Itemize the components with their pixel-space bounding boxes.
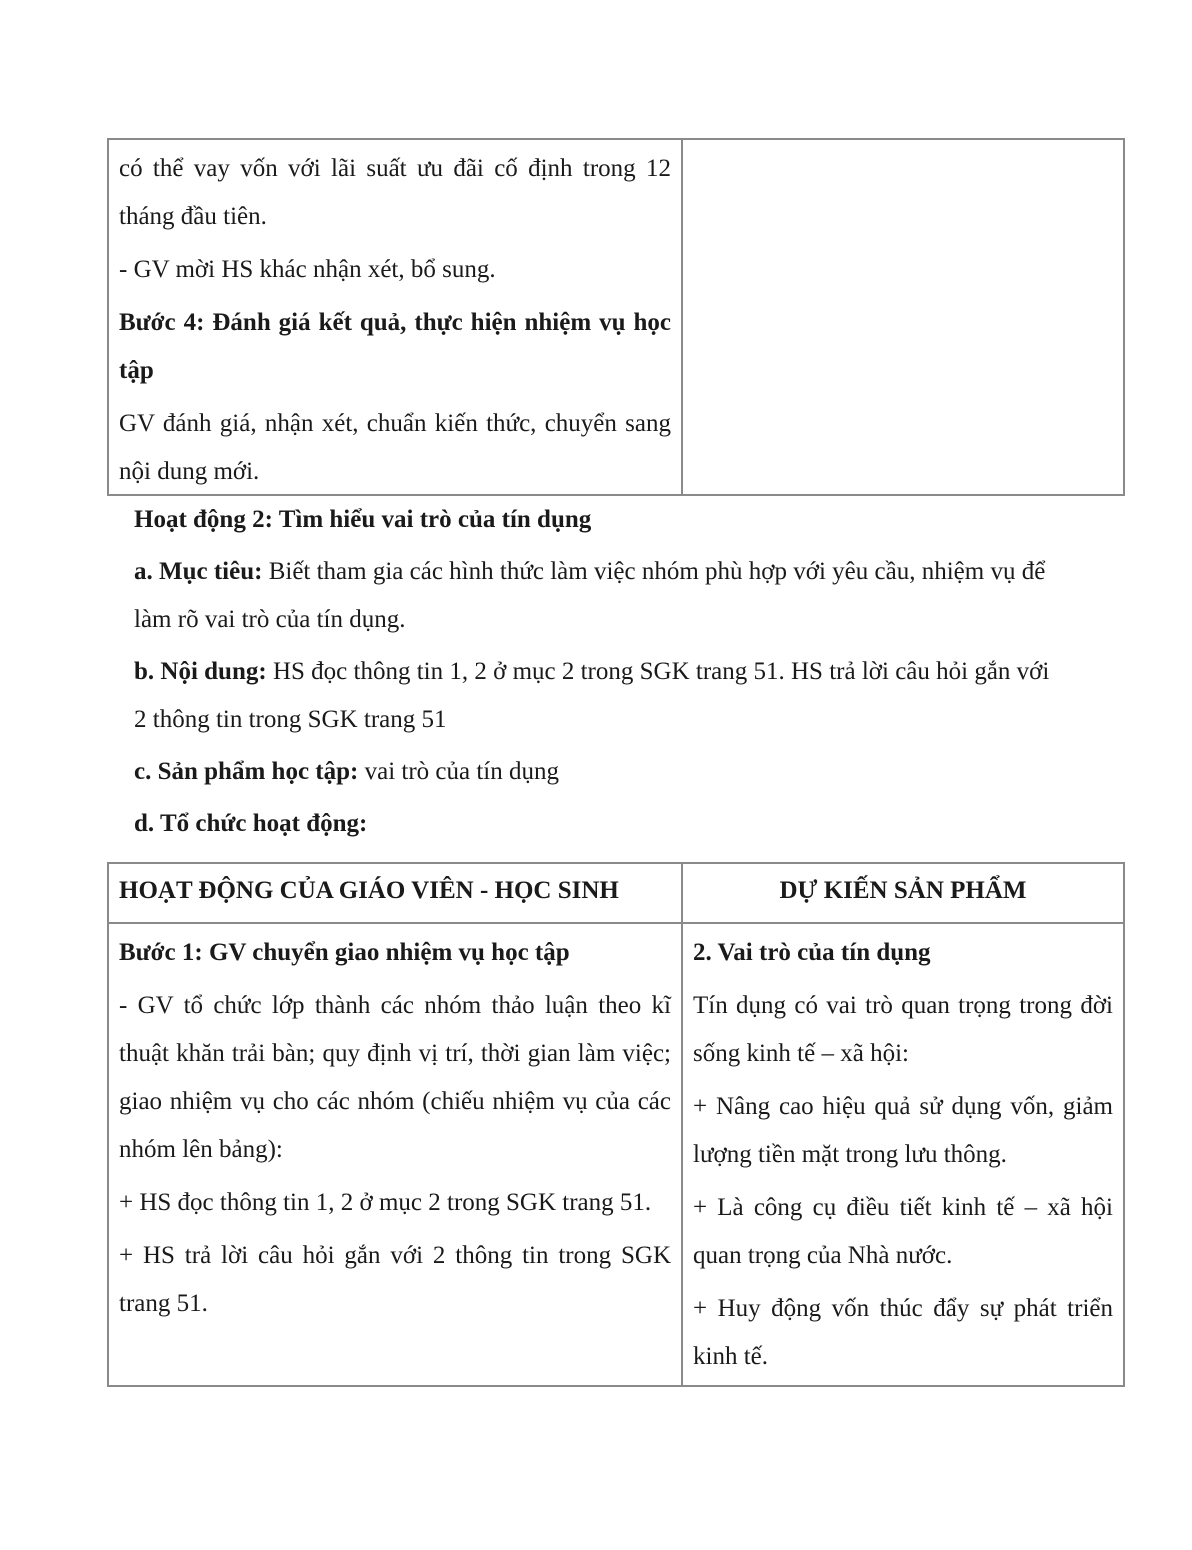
table-header-row — [109, 864, 1123, 924]
content — [134, 648, 1064, 744]
table-row — [109, 924, 1123, 1385]
task-answer-text: + HS trả lời câu hỏi gắn với 2 thông tin trong SGK trang 51. — [119, 1242, 671, 1317]
product — [134, 748, 1064, 796]
activity-cell — [109, 140, 683, 494]
activity-table — [107, 862, 1125, 1387]
activity-cell — [109, 924, 683, 1385]
header-activity: HOẠT ĐỘNG CỦA GIÁO VIÊN - HỌC SINH — [109, 864, 683, 922]
teacher-invite-text: - GV mời HS khác nhận xét, bổ sung. — [119, 256, 496, 283]
loan-text: có thể vay vốn với lãi suất ưu đãi cố định trong 12 tháng đầu tiên. — [119, 155, 671, 230]
step-1-heading: Bước 1: GV chuyển giao nhiệm vụ học tập — [119, 939, 570, 966]
objective — [134, 548, 1064, 644]
step-1-text: - GV tổ chức lớp thành các nhóm thảo luận theo kĩ thuật khăn trải bàn; quy định vị trí, thời gian làm việc; giao nhiệm vụ cho các nhóm (chiếu nhiệm vụ của các nhóm lên bảng): — [119, 992, 671, 1163]
step-4-heading: Bước 4: Đánh giá kết quả, thực hiện nhiệm vụ học tập — [119, 309, 671, 384]
content-text: HS đọc thông tin 1, 2 ở mục 2 trong SGK trang 51. HS trả lời câu hỏi gắn với 2 thông tin trong SGK trang 51 — [134, 658, 1050, 733]
table-row — [109, 140, 1123, 494]
objective-text: Biết tham gia các hình thức làm việc nhóm phù hợp với yêu cầu, nhiệm vụ để làm rõ vai trò của tín dụng. — [134, 558, 1046, 633]
product-text: vai trò của tín dụng — [358, 758, 559, 785]
objective-label: a. Mục tiêu: — [134, 558, 263, 585]
product-intro: Tín dụng có vai trò quan trọng trong đời sống kinh tế – xã hội: — [693, 992, 1113, 1067]
header-product: DỰ KIẾN SẢN PHẨM — [779, 877, 1027, 904]
organize-label: d. Tổ chức hoạt động: — [134, 810, 368, 837]
content-label: b. Nội dung: — [134, 658, 267, 685]
product-cell — [683, 924, 1123, 1385]
product-role-2: + Là công cụ điều tiết kinh tế – xã hội quan trọng của Nhà nước. — [693, 1194, 1113, 1269]
product-heading: 2. Vai trò của tín dụng — [693, 939, 931, 966]
activity-section — [134, 496, 1064, 852]
continuation-table — [107, 138, 1125, 496]
product-label: c. Sản phẩm học tập: — [134, 758, 359, 785]
product-role-3: + Huy động vốn thúc đẩy sự phát triển kinh tế. — [693, 1295, 1113, 1370]
task-read-text: + HS đọc thông tin 1, 2 ở mục 2 trong SGK trang 51. — [119, 1189, 652, 1216]
activity-title: Hoạt động 2: Tìm hiểu vai trò của tín dụng — [134, 506, 592, 533]
product-role-1: + Nâng cao hiệu quả sử dụng vốn, giảm lượng tiền mặt trong lưu thông. — [693, 1093, 1113, 1168]
product-cell-empty — [683, 140, 1123, 494]
step-4-text: GV đánh giá, nhận xét, chuẩn kiến thức, chuyển sang nội dung mới. — [119, 410, 671, 485]
